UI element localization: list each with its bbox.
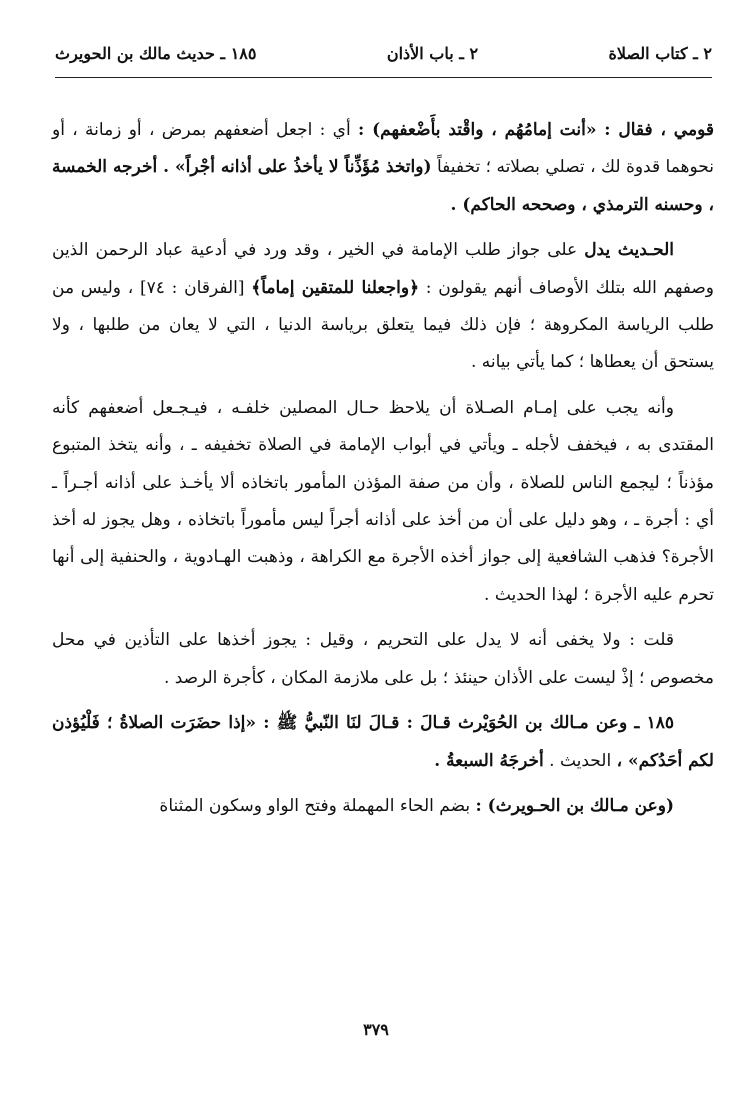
running-header xyxy=(55,38,712,68)
paragraph-commentary-1 xyxy=(52,232,714,382)
header-rule xyxy=(55,77,712,78)
paragraph-commentary-4 xyxy=(52,788,714,825)
header-book-title: ٢ ـ كتاب الصلاة xyxy=(608,43,712,63)
hadith-text: ١٨٥ ـ وعن مـالك بن الحُوَيْرث قـالَ : قـالَ لنَا النّبيُّ ﷺ : «إذا حضَرَت الصلاةُ ؛ فَلْيُؤذن لكم أحَدُكم» ، xyxy=(52,713,714,771)
narrator-name: (وعن مـالك بن الحـويرث) : xyxy=(475,795,674,816)
paragraph-commentary-2: وأنه يجب على إمـام الصـلاة أن يلاحظ حـال المصلين خلفـه ، فيـجـعل أضعفهم كأنه المقتدى به ، فيخفف لأجله ـ ويأتي في أبواب الإمامة في الصلاة تخفيفه ـ ، وأنه يتخذ المتبوع مؤذناً ؛ ليجمع الناس للصلاة ، وأن من صفة المؤذن المأمور باتخاذه ألا يأخـذ على أذانه أجـراً ـ أي : أجرة ـ ، وهو دليل على أن من أخذ على أذانه أجراً ليس مأموراً باتخاذه ، وهل يجوز له أخذ الأجرة؟ فذهب الشافعية إلى جواز أخذه الأجرة مع الكراهة ، وذهبت الهـادوية ، والحنفية إلى أنها تحرم عليه الأجرة ؛ لهذا الحديث . xyxy=(52,397,714,605)
paragraph-hadith-continuation xyxy=(52,112,714,224)
paragraph-commentary-3: قلت : ولا يخفى أنه لا يدل على التحريم ، وقيل : يجوز أخذها على التأذين في محل مخصوص ؛ إذْ ليست على الأذان حينئذ ؛ بل على ملازمة المكان ، كأجرة الرصد . xyxy=(52,630,714,688)
commentary-text: بضم الحاء المهملة وفتح الواو وسكون المثناة xyxy=(159,795,476,816)
header-hadith-title: ١٨٥ ـ حديث مالك بن الحويرث xyxy=(55,43,257,63)
paragraph-hadith-185 xyxy=(52,705,714,780)
hadith-text: قومي ، فقال : «أنت إمامُهُم ، واقْتد بأَضْعفهم) : xyxy=(358,120,714,140)
keyword: الحـديث يدل xyxy=(584,240,674,261)
commentary-text: أي : اجعل أضعفهم بمرض ، أو زمانة ، أو نحوهما قدوة لك ، تصلي بصلاته ؛ تخفيفاً xyxy=(52,120,715,178)
hadith-text: (واتخذ مُؤَذِّناً لا يأخذُ على أذانه أجْراً» . أخرجه الخمسة ، وحسنه الترمذي ، وصححه الحاكم) . xyxy=(52,157,714,215)
hadith-source: أخرجَهُ السبعةُ . xyxy=(434,750,544,771)
quran-verse: ﴿واجعلنا للمتقين إماماً﴾ xyxy=(251,277,420,298)
commentary-text: [الفرقان : ٧٤] ، وليس من طلب الرياسة المكروهة ؛ فإن ذلك فيما يتعلق برياسة الدنيا ، التي لا يعان من طلبها ، ولا يستحق أن يعطاها ؛ كما يأتي بيانه . xyxy=(52,277,714,373)
commentary-text: على جواز طلب الإمامة في الخير ، وقد ورد في أدعية عباد الرحمن الذين وصفهم الله بتلك الأوصاف أنهم يقولون : xyxy=(52,240,714,298)
page-number: ٣٧٩ xyxy=(363,1020,389,1039)
commentary-text: الحديث . xyxy=(543,750,617,771)
page-body xyxy=(52,112,714,825)
header-chapter-title: ٢ ـ باب الأذان xyxy=(386,43,479,63)
